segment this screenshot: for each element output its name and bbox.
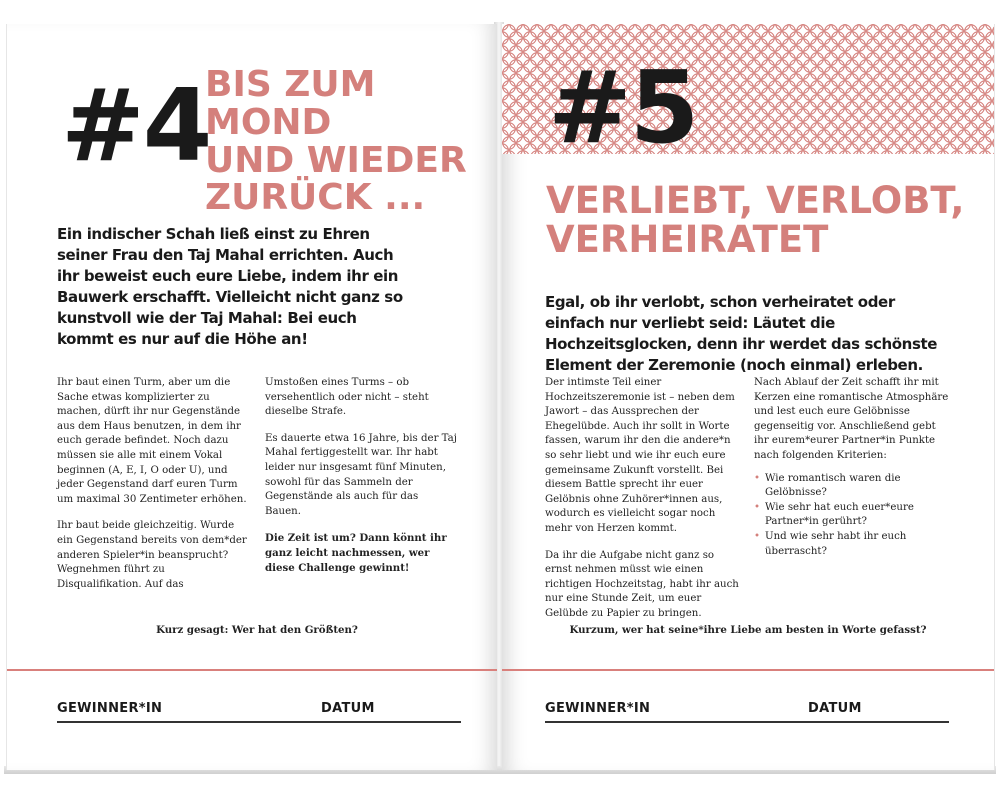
title-line: VERHEIRATET	[546, 217, 829, 261]
lead-paragraph: Ein indischer Schah ließ einst zu Ehren seiner Frau den Taj Mahal errichten. Auch ihr beweist euch eure Liebe, indem ihr ein Bauwerk erschafft. Vielleicht nicht ganz so kunstvoll wie der Taj Mahal: Bei euch kommt es nur auf die Höhe an!	[57, 225, 403, 348]
winner-label: GEWINNER*IN	[545, 701, 651, 716]
body-paragraph: Der intimste Teil einer Hochzeitszeremonie ist – neben dem Jawort – das Aussprechen der Ehegelübde. Auch ihr sollt in Worte fassen, warum ihr den die andere*n so sehr liebt und wie ihr euch eure gemeinsame Zukunft vorstellt. Bei diesem Battle sprecht ihr euer Gelöbnis ohne Zuhörer*innen aus, wodurch es vielleicht sogar noch mehr von Herzen kommt.	[545, 377, 735, 534]
divider-rule	[7, 669, 497, 671]
challenge-title	[546, 179, 965, 261]
challenge-title	[205, 66, 497, 217]
body-paragraph: Nach Ablauf der Zeit schafft ihr mit Kerzen eine romantische Atmosphäre und lest euch eure Gelöbnisse gegenseitig vor. Anschließend gebt ihr eurem*eurer Partner*in Punkte nach folgenden Kriterien:	[754, 377, 949, 461]
body-paragraph: Da ihr die Aufgabe nicht ganz so ernst nehmen müsst wie einen richtigen Hochzeitstag, habt ihr auch nur eine Stunde Zeit, um euer Gelübde zu Papier zu bringen.	[545, 549, 739, 619]
date-label: DATUM	[321, 701, 375, 716]
body-paragraph: Umstoßen eines Turms – ob versehentlich oder nicht – steht dieselbe Strafe.	[265, 377, 429, 418]
title-line: UND WIEDER	[205, 139, 467, 181]
list-item	[754, 501, 950, 530]
criteria-text: Und wie sehr habt ihr euch überrascht?	[765, 530, 907, 557]
list-item	[754, 530, 950, 559]
body-paragraph: Es dauerte etwa 16 Jahre, bis der Taj Mahal fertiggestellt war. Ihr habt leider nur insgesamt fünf Minuten, sowohl für das Sammeln der Gegenstände als auch für das Bauen.	[265, 432, 457, 517]
title-line: ZURÜCK ...	[205, 177, 426, 219]
left-page	[6, 24, 497, 770]
summary-line: Kurz gesagt: Wer hat den Größten?	[156, 624, 358, 636]
date-label: DATUM	[808, 701, 862, 716]
bullet-icon: •	[754, 501, 761, 513]
criteria-text: Wie romantisch waren die Gelöbnisse?	[765, 472, 901, 499]
challenge-number: #4	[61, 67, 211, 184]
challenge-number: #5	[548, 49, 698, 166]
summary-line: Kurzum, wer hat seine*ihre Liebe am besten in Worte gefasst?	[569, 624, 927, 636]
criteria-text: Wie sehr hat euch euer*eure Partner*in gerührt?	[765, 501, 914, 528]
lead-paragraph: Egal, ob ihr verlobt, schon verheiratet oder einfach nur verliebt seid: Läutet die Hochzeitsglocken, denn ihr werdet das schönste Element der Zeremonie (noch einmal) erleben.	[545, 293, 938, 374]
criteria-list	[754, 472, 950, 560]
signature-line[interactable]	[57, 721, 461, 723]
signature-line[interactable]	[545, 721, 949, 723]
winner-label: GEWINNER*IN	[57, 701, 163, 716]
title-line: VERLIEBT, VERLOBT,	[546, 179, 965, 222]
body-column-1	[57, 376, 251, 604]
body-column-1	[545, 376, 741, 634]
divider-rule	[502, 669, 994, 671]
body-column-2	[754, 376, 950, 559]
body-paragraph-bold: Die Zeit ist um? Dann könnt ihr ganz leicht nachmessen, wer diese Challenge gewinnt!	[265, 532, 447, 574]
body-paragraph: Ihr baut beide gleichzeitig. Wurde ein Gegenstand bereits von dem*der anderen Spieler*in beansprucht? Wegnehmen führt zu Disqualifikation. Auf das	[57, 520, 247, 590]
right-page	[502, 24, 995, 770]
title-line: BIS ZUM MOND	[205, 64, 376, 143]
body-paragraph: Ihr baut einen Turm, aber um die Sache etwas komplizierter zu machen, dürft ihr nur Gegenstände aus dem Haus benutzen, in dem ihr euch gerade befindet. Noch dazu müssen sie alle mit einem Vokal beginnen (A, E, I, O oder U), und jeder Gegenstand darf euren Turm um maximal 30 Zentimeter erhöhen.	[57, 377, 247, 505]
list-item	[754, 472, 950, 501]
body-column-2	[265, 376, 457, 587]
bullet-icon: •	[754, 530, 761, 542]
bullet-icon: •	[754, 472, 761, 484]
